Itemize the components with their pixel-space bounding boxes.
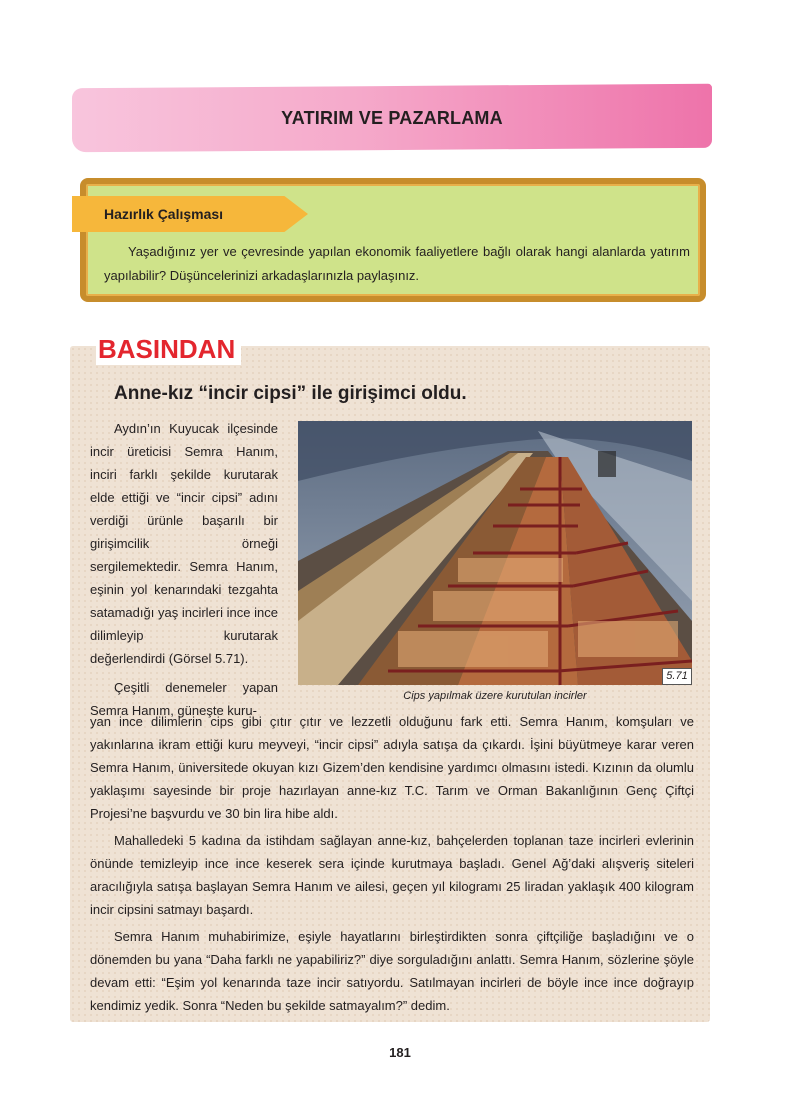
page-number: 181 [389, 1045, 411, 1060]
preparation-text [104, 240, 690, 288]
section-title: YATIRIM VE PAZARLAMA [281, 107, 503, 128]
dried-figs-greenhouse-illustration [298, 421, 692, 685]
photo-caption: Cips yapılmak üzere kurutulan incirler [403, 690, 587, 702]
article-headline: Anne-kız “incir cipsi” ile girişimci oldu. [114, 383, 467, 404]
preparation-question: Yaşadığınız yer ve çevresinde yapılan ekonomik faaliyetlere bağlı olarak hangi alanlarda yatırım yapılabilir? Düşüncelerinizi arkadaşlarınızla paylaşınız. [104, 244, 690, 283]
preparation-label: Hazırlık Çalışması [104, 206, 224, 222]
intro-paragraph: Çeşitli denemeler yapan Semra Hanım, güneşte kuru- [90, 680, 278, 718]
article-body [90, 710, 694, 1021]
press-section-label: BASINDAN [96, 334, 241, 365]
intro-paragraph: Aydın’ın Kuyucak ilçesinde incir üreticisi Semra Hanım, inciri farklı şekilde kurutarak elde ettiği ve “incir cipsi” adını verdiği ürünle başarılı bir girişimcilik örneği sergilemektedir. Semra Hanım, eşinin yol kenarındaki tezgahta satamadığı yaş incirleri ince ince dilimleyip kurutarak değerlendirdi (Görsel 5.71). [90, 421, 278, 666]
body-paragraph: Semra Hanım muhabirimize, eşiyle hayatlarını birleştirdikten sonra çiftçiliğe başladığını ve o dönemden bu yana “Daha farklı ne yapabiliriz?” diye sorguladığını anlattı. Semra Hanım, sözlerine şöyle devam etti: “Eşim yol kenarında taze incir satıyordu. Satılmayan incirleri de böyle ince ince doğrayıp kendimiz yedik. Sonra “Neden bu şekilde satmayalım?” dedim. [90, 929, 694, 1013]
greenhouse-photo [298, 421, 692, 685]
body-paragraph: yan ince dilimlerin cips gibi çıtır çıtır ve lezzetli olduğunu fark etti. Semra Hanım, komşuları ve yakınlarına ikram ettiği kuru meyveyi, “incir cipsi” adıyla satışa da çıkardı. İşini büyütmeye karar veren Semra Hanım, üniversitede okuyan kızı Gizem’den kendisine yardımcı olmasını istedi. Kızının da olumlu yaklaşımı sayesinde bir proje hazırlayan anne-kız T.C. Tarım ve Orman Bakanlığının Genç Çiftçi Projesi’ne başvurdu ve 30 bin lira hibe aldı. [90, 714, 694, 821]
article-intro [90, 417, 278, 722]
photo-number-badge: 5.71 [662, 668, 692, 685]
body-paragraph: Mahalledeki 5 kadına da istihdam sağlayan anne-kız, bahçelerden toplanan taze incirleri evlerinin önünde temizleyip ince ince keserek sera içinde kurutmaya başladı. Genel Ağ’daki alışveriş siteleri aracılığıyla satışa başlayan Semra Hanım ve ailesi, geçen yıl kilogramı 25 liradan yaklaşık 400 kilogram incir cipsini satmayı başardı. [90, 833, 694, 917]
